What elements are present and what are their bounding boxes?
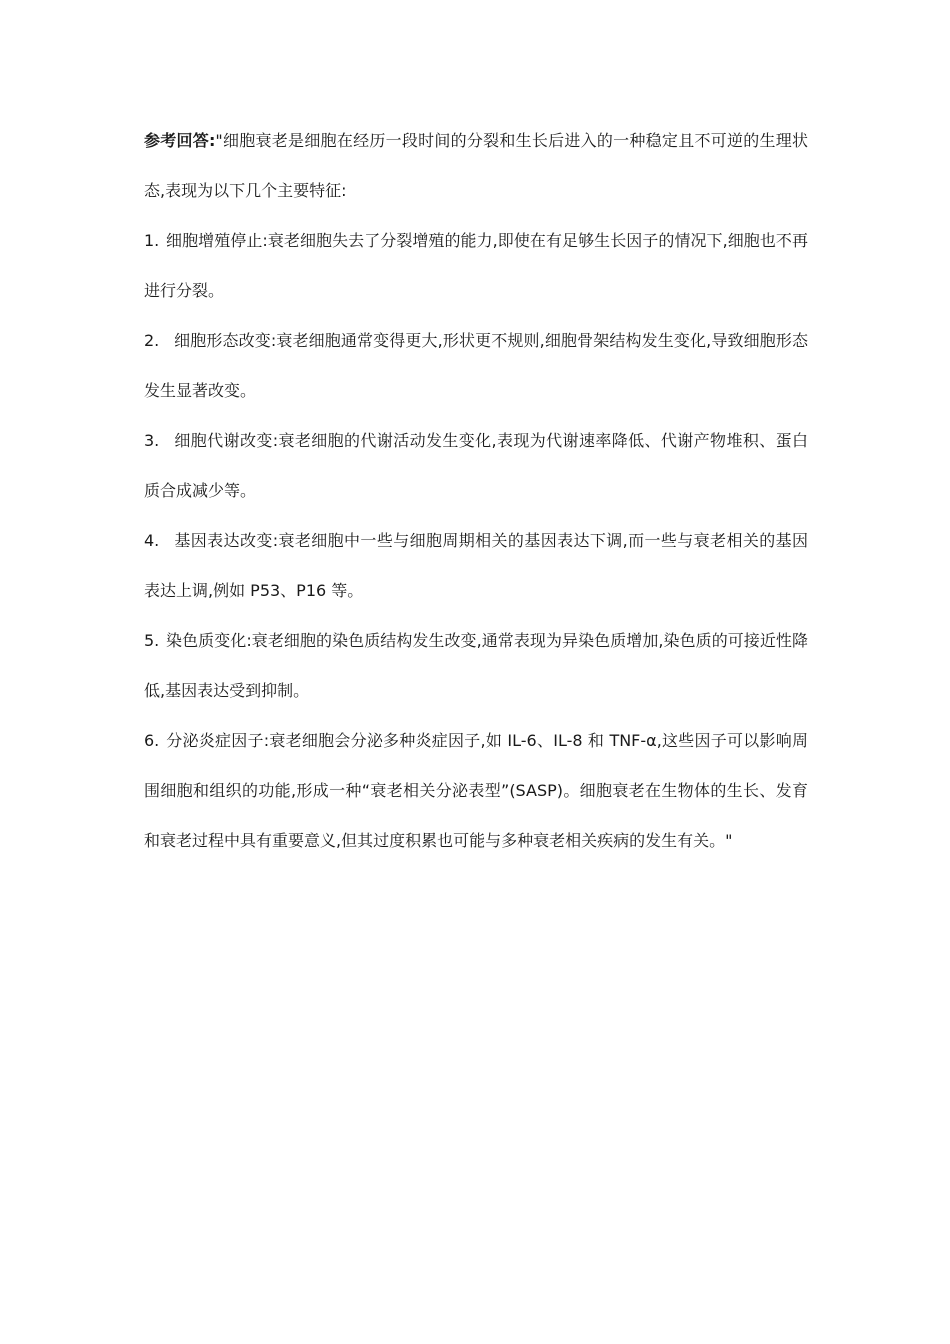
list-item xyxy=(144,416,808,516)
item-text: 细胞增殖停止:衰老细胞失去了分裂增殖的能力,即使在有足够生长因子的情况下,细胞也不再进行分裂。 xyxy=(144,231,808,300)
document-body xyxy=(144,116,808,866)
intro-paragraph xyxy=(144,116,808,216)
list-item xyxy=(144,716,808,866)
intro-text: "细胞衰老是细胞在经历一段时间的分裂和生长后进入的一种稳定且不可逆的生理状态,表现为以下几个主要特征: xyxy=(144,131,808,200)
item-text: 分泌炎症因子:衰老细胞会分泌多种炎症因子,如 IL-6、IL-8 和 TNF-α,这些因子可以影响周围细胞和组织的功能,形成一种“衰老相关分泌表型”(SASP)。细胞衰老在生物体的生长、发育和衰老过程中具有重要意义,但其过度积累也可能与多种衰老相关疾病的发生有关。" xyxy=(144,731,808,850)
item-text: 细胞代谢改变:衰老细胞的代谢活动发生变化,表现为代谢速率降低、代谢产物堆积、蛋白质合成减少等。 xyxy=(144,431,808,500)
list-item xyxy=(144,216,808,316)
item-text: 基因表达改变:衰老细胞中一些与细胞周期相关的基因表达下调,而一些与衰老相关的基因表达上调,例如 P53、P16 等。 xyxy=(144,531,808,600)
item-number: 2. xyxy=(144,331,160,350)
item-number: 5. xyxy=(144,631,160,650)
answer-label: 参考回答: xyxy=(144,131,216,150)
item-text: 细胞形态改变:衰老细胞通常变得更大,形状更不规则,细胞骨架结构发生变化,导致细胞形态发生显著改变。 xyxy=(144,331,808,400)
item-number: 4. xyxy=(144,531,160,550)
list-item xyxy=(144,616,808,716)
item-text: 染色质变化:衰老细胞的染色质结构发生改变,通常表现为异染色质增加,染色质的可接近性降低,基因表达受到抑制。 xyxy=(144,631,808,700)
list-item xyxy=(144,516,808,616)
item-number: 6. xyxy=(144,731,160,750)
item-number: 3. xyxy=(144,431,160,450)
list-item xyxy=(144,316,808,416)
item-number: 1. xyxy=(144,231,160,250)
